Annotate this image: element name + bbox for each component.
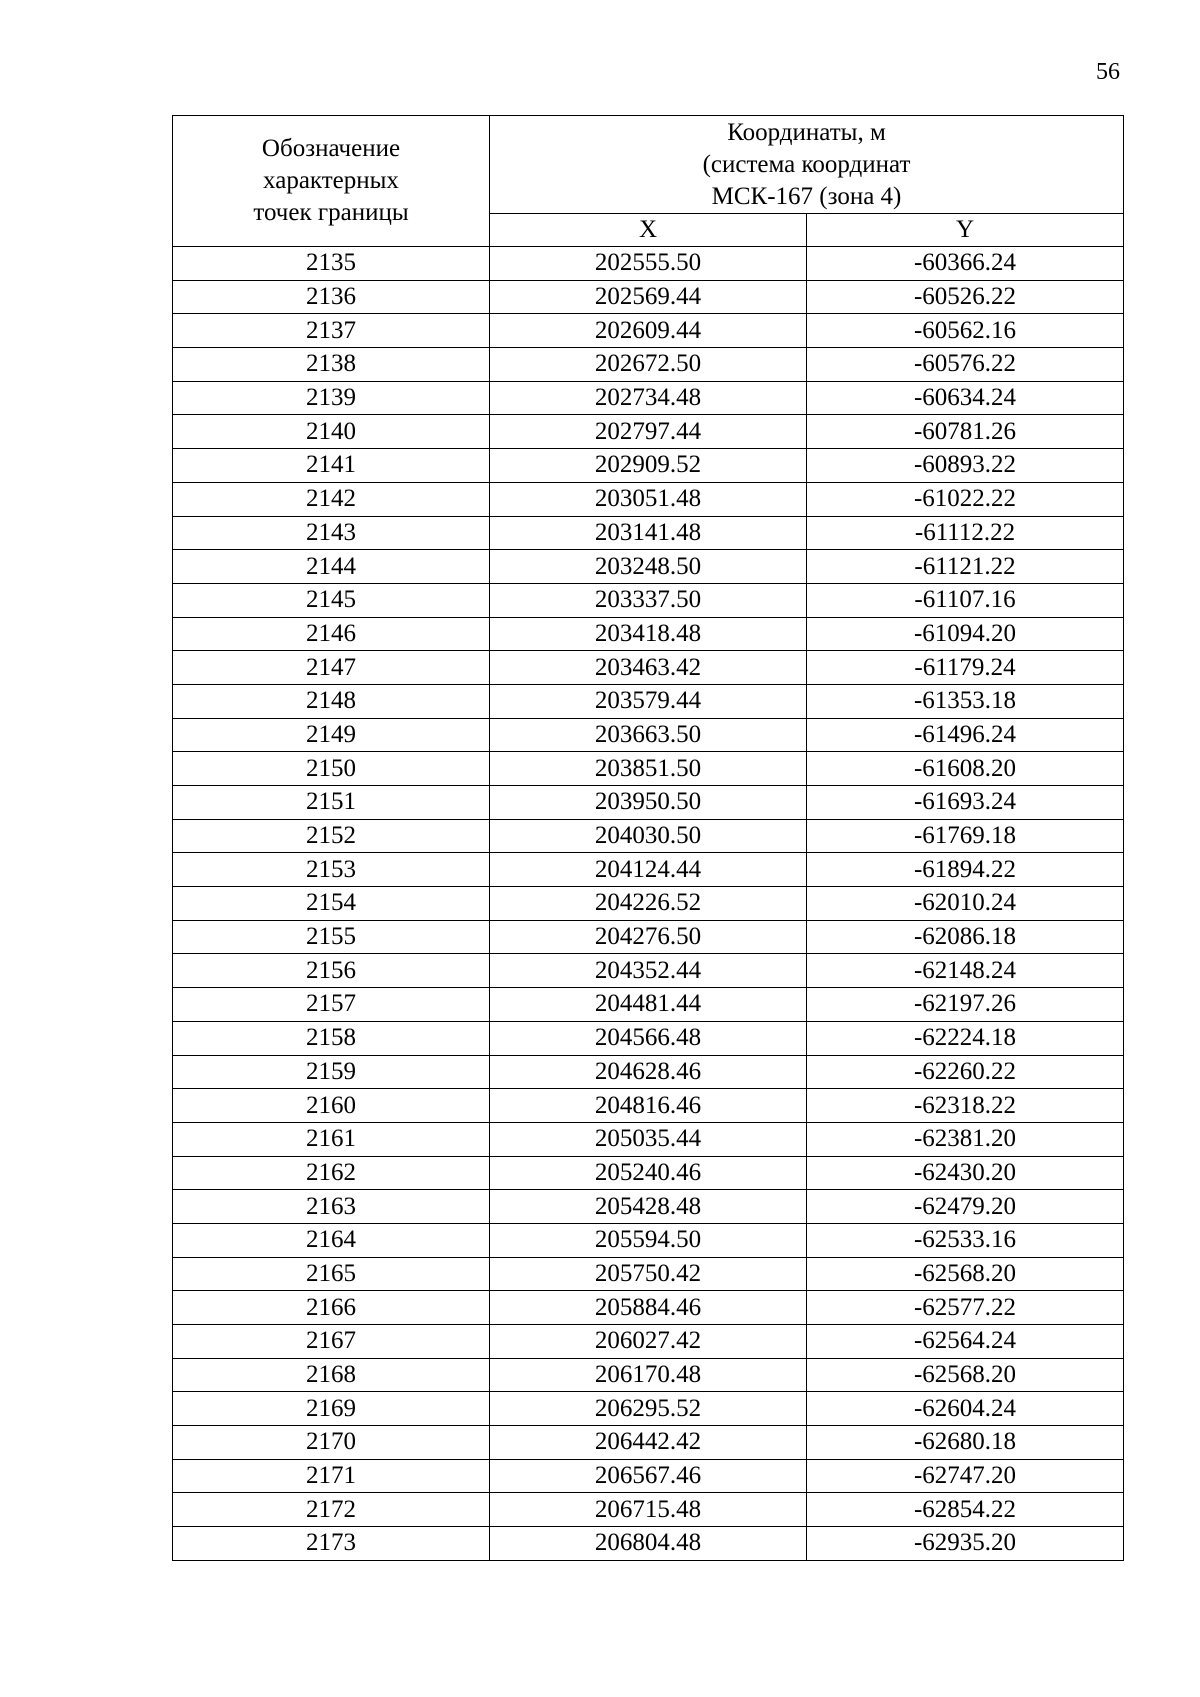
y-coordinate-cell: -61693.24	[807, 786, 1124, 820]
x-coordinate-cell: 203141.48	[490, 516, 807, 550]
table-row	[173, 1257, 1124, 1291]
point-id-cell: 2151	[173, 786, 490, 820]
table-row	[173, 314, 1124, 348]
table-row	[173, 415, 1124, 449]
x-coordinate-cell: 204816.46	[490, 1089, 807, 1123]
table-row	[173, 247, 1124, 281]
point-id-cell: 2148	[173, 684, 490, 718]
coordinates-table	[172, 115, 1124, 1561]
x-coordinate-cell: 206804.48	[490, 1527, 807, 1561]
x-coordinate-cell: 202672.50	[490, 348, 807, 382]
x-coordinate-cell: 203663.50	[490, 718, 807, 752]
point-id-cell: 2155	[173, 920, 490, 954]
point-id-cell: 2156	[173, 954, 490, 988]
table-row	[173, 1325, 1124, 1359]
point-id-cell: 2173	[173, 1527, 490, 1561]
coordinates-header	[490, 116, 1124, 214]
table-body	[173, 247, 1124, 1561]
point-designation-header	[173, 116, 490, 247]
y-coordinate-cell: -62935.20	[807, 1527, 1124, 1561]
y-coordinate-cell: -62680.18	[807, 1426, 1124, 1460]
point-id-cell: 2149	[173, 718, 490, 752]
y-coordinate-cell: -62533.16	[807, 1223, 1124, 1257]
coordinates-header-text: Координаты, м (система координат МСК-167 (зона 4)	[702, 118, 911, 210]
x-coordinate-cell: 203337.50	[490, 583, 807, 617]
table-row	[173, 887, 1124, 921]
y-coordinate-cell: -62260.22	[807, 1055, 1124, 1089]
point-id-cell: 2170	[173, 1426, 490, 1460]
table-row	[173, 1493, 1124, 1527]
point-id-cell: 2161	[173, 1122, 490, 1156]
x-coordinate-cell: 202609.44	[490, 314, 807, 348]
y-coordinate-cell: -60526.22	[807, 280, 1124, 314]
table-row	[173, 1426, 1124, 1460]
y-coordinate-cell: -62318.22	[807, 1089, 1124, 1123]
y-coordinate-cell: -62854.22	[807, 1493, 1124, 1527]
x-coordinate-cell: 203579.44	[490, 684, 807, 718]
y-coordinate-cell: -60576.22	[807, 348, 1124, 382]
point-id-cell: 2146	[173, 617, 490, 651]
table-row	[173, 920, 1124, 954]
y-coordinate-cell: -61608.20	[807, 752, 1124, 786]
x-coordinate-cell: 206027.42	[490, 1325, 807, 1359]
y-coordinate-cell: -61353.18	[807, 684, 1124, 718]
table-row	[173, 684, 1124, 718]
x-coordinate-cell: 206295.52	[490, 1392, 807, 1426]
point-id-cell: 2159	[173, 1055, 490, 1089]
table-row	[173, 1156, 1124, 1190]
point-id-cell: 2160	[173, 1089, 490, 1123]
y-coordinate-cell: -61094.20	[807, 617, 1124, 651]
table-row	[173, 752, 1124, 786]
y-coordinate-cell: -62568.20	[807, 1358, 1124, 1392]
x-coordinate-cell: 206715.48	[490, 1493, 807, 1527]
table-row	[173, 280, 1124, 314]
point-id-cell: 2142	[173, 482, 490, 516]
x-coordinate-cell: 203051.48	[490, 482, 807, 516]
point-id-cell: 2153	[173, 853, 490, 887]
x-coordinate-cell: 206442.42	[490, 1426, 807, 1460]
table-row	[173, 482, 1124, 516]
point-id-cell: 2150	[173, 752, 490, 786]
y-coordinate-cell: -61112.22	[807, 516, 1124, 550]
point-id-cell: 2140	[173, 415, 490, 449]
y-coordinate-cell: -62430.20	[807, 1156, 1124, 1190]
point-id-cell: 2154	[173, 887, 490, 921]
point-id-cell: 2168	[173, 1358, 490, 1392]
x-coordinate-cell: 205035.44	[490, 1122, 807, 1156]
table-row	[173, 1122, 1124, 1156]
y-coordinate-cell: -62086.18	[807, 920, 1124, 954]
x-coordinate-cell: 203463.42	[490, 651, 807, 685]
y-coordinate-cell: -61022.22	[807, 482, 1124, 516]
y-coordinate-cell: -60634.24	[807, 381, 1124, 415]
point-id-cell: 2162	[173, 1156, 490, 1190]
point-id-cell: 2141	[173, 449, 490, 483]
y-coordinate-cell: -60562.16	[807, 314, 1124, 348]
table-row	[173, 819, 1124, 853]
y-coordinate-cell: -61894.22	[807, 853, 1124, 887]
y-column-header: Y	[807, 214, 1124, 247]
x-coordinate-cell: 202734.48	[490, 381, 807, 415]
point-id-cell: 2137	[173, 314, 490, 348]
point-id-cell: 2138	[173, 348, 490, 382]
x-coordinate-cell: 202909.52	[490, 449, 807, 483]
x-coordinate-cell: 205240.46	[490, 1156, 807, 1190]
y-coordinate-cell: -62747.20	[807, 1459, 1124, 1493]
y-coordinate-cell: -60781.26	[807, 415, 1124, 449]
table-row	[173, 449, 1124, 483]
y-coordinate-cell: -61769.18	[807, 819, 1124, 853]
x-coordinate-cell: 204352.44	[490, 954, 807, 988]
x-coordinate-cell: 205750.42	[490, 1257, 807, 1291]
y-coordinate-cell: -62148.24	[807, 954, 1124, 988]
table-row	[173, 1291, 1124, 1325]
table-row	[173, 516, 1124, 550]
table-row	[173, 988, 1124, 1022]
table-row	[173, 853, 1124, 887]
x-coordinate-cell: 205428.48	[490, 1190, 807, 1224]
y-coordinate-cell: -62564.24	[807, 1325, 1124, 1359]
point-id-cell: 2152	[173, 819, 490, 853]
table-row	[173, 1358, 1124, 1392]
y-coordinate-cell: -61179.24	[807, 651, 1124, 685]
x-coordinate-cell: 203851.50	[490, 752, 807, 786]
y-coordinate-cell: -62197.26	[807, 988, 1124, 1022]
x-coordinate-cell: 204030.50	[490, 819, 807, 853]
y-coordinate-cell: -62010.24	[807, 887, 1124, 921]
x-coordinate-cell: 204481.44	[490, 988, 807, 1022]
y-coordinate-cell: -60366.24	[807, 247, 1124, 281]
x-coordinate-cell: 202797.44	[490, 415, 807, 449]
x-coordinate-cell: 204566.48	[490, 1021, 807, 1055]
table-row	[173, 718, 1124, 752]
y-coordinate-cell: -60893.22	[807, 449, 1124, 483]
point-id-cell: 2171	[173, 1459, 490, 1493]
table-row	[173, 1089, 1124, 1123]
table-row	[173, 583, 1124, 617]
point-id-cell: 2169	[173, 1392, 490, 1426]
page-number: 56	[1096, 59, 1120, 85]
x-coordinate-cell: 202569.44	[490, 280, 807, 314]
point-id-cell: 2147	[173, 651, 490, 685]
table-row	[173, 1392, 1124, 1426]
x-coordinate-cell: 204124.44	[490, 853, 807, 887]
y-coordinate-cell: -62577.22	[807, 1291, 1124, 1325]
table-row	[173, 1190, 1124, 1224]
table-row	[173, 1459, 1124, 1493]
x-coordinate-cell: 204226.52	[490, 887, 807, 921]
x-coordinate-cell: 204628.46	[490, 1055, 807, 1089]
table-row	[173, 617, 1124, 651]
y-coordinate-cell: -62604.24	[807, 1392, 1124, 1426]
table-row	[173, 348, 1124, 382]
x-column-header: X	[490, 214, 807, 247]
table-row	[173, 550, 1124, 584]
x-coordinate-cell: 204276.50	[490, 920, 807, 954]
point-id-cell: 2158	[173, 1021, 490, 1055]
point-designation-header-text: Обозначение характерных точек границы	[253, 135, 409, 226]
x-coordinate-cell: 206170.48	[490, 1358, 807, 1392]
point-id-cell: 2145	[173, 583, 490, 617]
point-id-cell: 2136	[173, 280, 490, 314]
x-coordinate-cell: 203418.48	[490, 617, 807, 651]
x-coordinate-cell: 202555.50	[490, 247, 807, 281]
table-row	[173, 381, 1124, 415]
table-row	[173, 786, 1124, 820]
x-coordinate-cell: 203950.50	[490, 786, 807, 820]
point-id-cell: 2157	[173, 988, 490, 1022]
y-coordinate-cell: -62568.20	[807, 1257, 1124, 1291]
point-id-cell: 2166	[173, 1291, 490, 1325]
y-coordinate-cell: -61496.24	[807, 718, 1124, 752]
x-coordinate-cell: 203248.50	[490, 550, 807, 584]
table-row	[173, 1527, 1124, 1561]
point-id-cell: 2167	[173, 1325, 490, 1359]
point-id-cell: 2164	[173, 1223, 490, 1257]
y-coordinate-cell: -61121.22	[807, 550, 1124, 584]
point-id-cell: 2143	[173, 516, 490, 550]
point-id-cell: 2135	[173, 247, 490, 281]
table-row	[173, 1055, 1124, 1089]
point-id-cell: 2165	[173, 1257, 490, 1291]
table-row	[173, 1223, 1124, 1257]
table-row	[173, 1021, 1124, 1055]
y-coordinate-cell: -62381.20	[807, 1122, 1124, 1156]
x-coordinate-cell: 205884.46	[490, 1291, 807, 1325]
x-coordinate-cell: 206567.46	[490, 1459, 807, 1493]
x-coordinate-cell: 205594.50	[490, 1223, 807, 1257]
y-coordinate-cell: -62479.20	[807, 1190, 1124, 1224]
y-coordinate-cell: -62224.18	[807, 1021, 1124, 1055]
point-id-cell: 2172	[173, 1493, 490, 1527]
point-id-cell: 2144	[173, 550, 490, 584]
y-coordinate-cell: -61107.16	[807, 583, 1124, 617]
table-row	[173, 651, 1124, 685]
point-id-cell: 2139	[173, 381, 490, 415]
table-row	[173, 954, 1124, 988]
point-id-cell: 2163	[173, 1190, 490, 1224]
